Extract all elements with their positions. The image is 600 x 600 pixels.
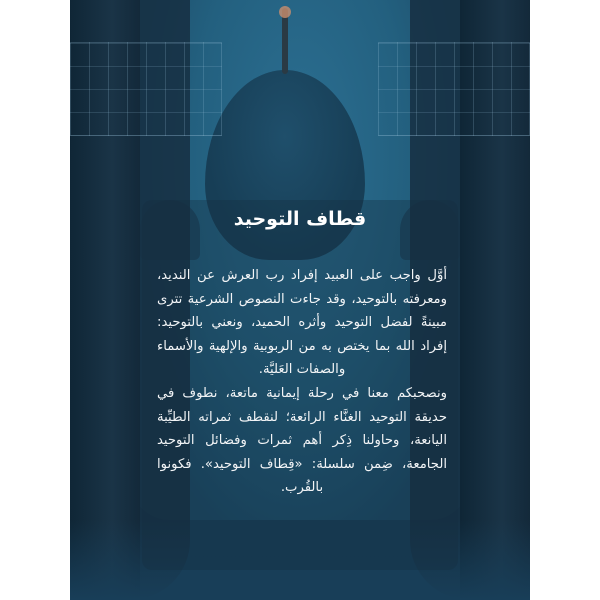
kufic-pattern-left	[70, 42, 222, 136]
background-crescent-icon	[279, 6, 291, 18]
document-page	[70, 0, 530, 600]
page-title: قطاف التوحيد	[233, 208, 367, 230]
body-text	[157, 264, 447, 500]
paragraph-2: ونصحبكم معنا في رحلة إيمانية ماتعة، نطوف في حديقة التوحيد الغنَّاء الرائعة؛ لنقطف ثمراته الطيِّبة اليانعة، وحاولنا ذِكر أهم ثمرات وفضائل التوحيد الجامعة، ضِمن سلسلة: «قِطاف التوحيد». فكونوا بالقُرب.	[157, 385, 447, 496]
paragraph-1: أوَّل واجب على العبيد إفراد رب العرش عن النديد، ومعرفته بالتوحيد، وقد جاءت النصوص الشرعية تترى مبينةً لفضل التوحيد وأثره الحميد، ونعني بالتوحيد: إفراد الله بما يختص به من الربوبية والإلهية والأسماء والصفات العَليَّة.	[157, 268, 447, 378]
kufic-pattern-right	[378, 42, 530, 136]
